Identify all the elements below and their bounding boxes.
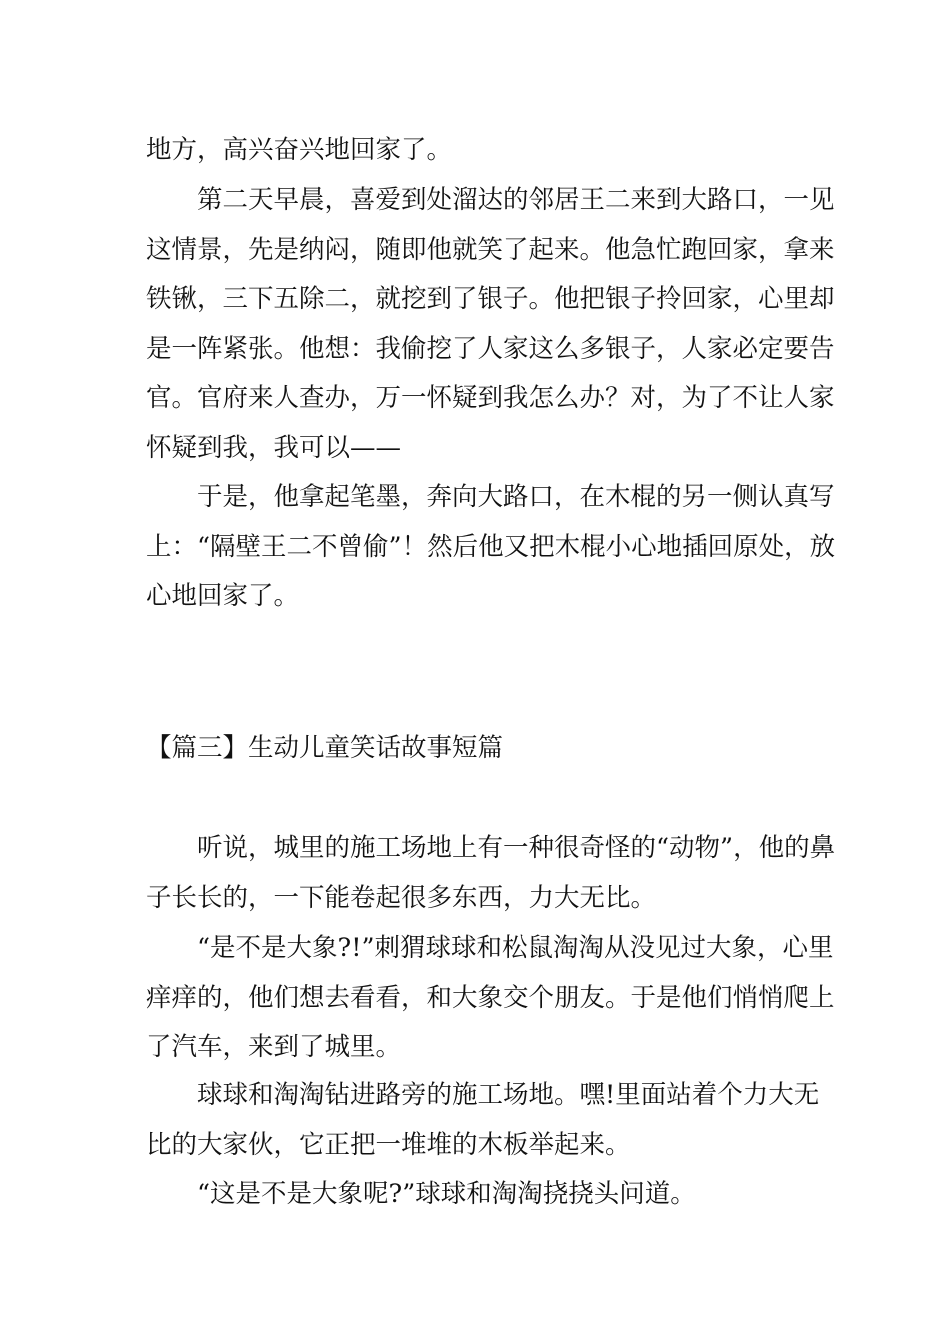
paragraph-question: “这是不是大象呢?”球球和淘淘挠挠头问道。 (197, 1179, 696, 1209)
paragraph-is-it-elephant: “是不是大象?!”刺猬球球和松鼠淘淘从没见过大象，心里痒痒的，他们想去看看，和大象交个朋友。于是他们悄悄爬上了汽车，来到了城里。 (146, 933, 835, 1062)
section-heading: 【篇三】生动儿童笑话故事短篇 (146, 733, 504, 763)
paragraph-wang-er-writes: 于是，他拿起笔墨，奔向大路口，在木棍的另一侧认真写上：“隔壁王二不曾偷”！然后他又把木棍小心地插回原处，放心地回家了。 (146, 482, 836, 611)
paragraph-continuation: 地方，高兴奋兴地回家了。 (146, 135, 453, 165)
paragraph-construction-site: 球球和淘淘钻进路旁的施工场地。嘿!里面站着个力大无比的大家伙，它正把一堆堆的木板举起来。 (146, 1080, 820, 1160)
paragraph-strange-animal: 听说，城里的施工场地上有一种很奇怪的“动物”，他的鼻子长长的，一下能卷起很多东西，力大无比。 (146, 833, 836, 913)
paragraph-wang-er-digs: 第二天早晨，喜爱到处溜达的邻居王二来到大路口，一见这情景，先是纳闷，随即他就笑了起来。他急忙跑回家，拿来铁锹，三下五除二，就挖到了银子。他把银子拎回家，心里却是一阵紧张。他想：我偷挖了人家这么多银子，人家必定要告官。官府来人查办，万一怀疑到我怎么办？对，为了不让人家怀疑到我，我可以—— (146, 185, 835, 463)
